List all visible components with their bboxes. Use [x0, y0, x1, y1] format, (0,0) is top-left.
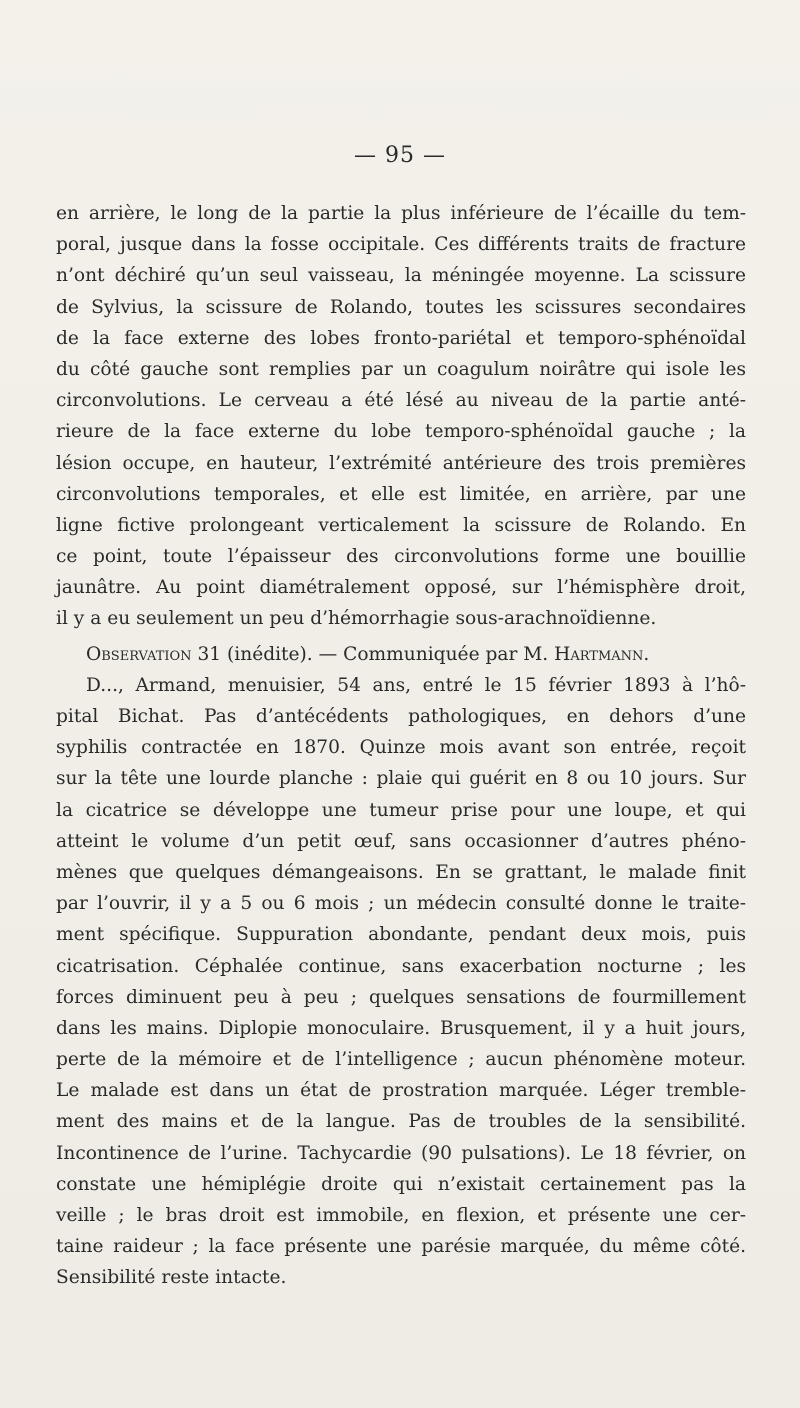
text-line: sur la tête une lourde planche : plaie qui guérit en 8 ou 10 jours. Sur — [56, 768, 746, 790]
text-line: la cicatrice se développe une tumeur prise pour une loupe, et qui — [56, 799, 746, 821]
text-line: constate une hémiplégie droite qui n’existait certainement pas la — [56, 1173, 746, 1195]
text-line: en arrière, le long de la partie la plus inférieure de l’écaille du tem- — [56, 203, 746, 224]
text-line: circonvolutions temporales, et elle est limitée, en arrière, par une — [56, 483, 746, 505]
page-number: — 95 — — [354, 143, 446, 168]
text-line: pital Bichat. Pas d’antécédents pathologiques, en dehors d’une — [56, 706, 746, 727]
text-line: Le malade est dans un état de prostration marquée. Léger tremble- — [56, 1080, 746, 1102]
text-line: de Sylvius, la scissure de Rolando, toutes les scissures secondaires — [56, 296, 746, 318]
text-line: de la face externe des lobes fronto-pariétal et temporo-sphénoïdal — [56, 327, 746, 349]
text-line: du côté gauche sont remplies par un coagulum noirâtre qui isole les — [56, 358, 746, 380]
text-line: cicatrisation. Céphalée continue, sans exacerbation nocturne ; les — [56, 955, 746, 977]
observation-heading-rest: (inédite). — Communiquée par M. — [221, 643, 555, 665]
text-line: circonvolutions. Le cerveau a été lésé au niveau de la partie anté- — [56, 390, 746, 412]
text-line: ment spécifique. Suppuration abondante, pendant deux mois, puis — [56, 924, 746, 946]
observation-label: Observation 31 — [86, 643, 222, 665]
paragraph-autopsy — [56, 198, 746, 635]
body-text — [56, 198, 746, 1294]
text-line: forces diminuent peu à peu ; quelques sensations de fourmillement — [56, 986, 746, 1008]
text-line: ligne fictive prolongeant verticalement la scissure de Rolando. En — [56, 514, 746, 536]
text-line: Incontinence de l’urine. Tachycardie (90 pulsations). Le 18 février, on — [56, 1142, 746, 1164]
text-line: il y a eu seulement un peu d’hémorrhagie sous-arachnoïdienne. — [56, 608, 657, 630]
observation-author: Hartmann. — [554, 643, 650, 665]
text-line: mènes que quelques démangeaisons. En se grattant, le malade finit — [56, 861, 746, 883]
text-line: atteint le volume d’un petit œuf, sans occasionner d’autres phéno- — [56, 830, 746, 852]
paragraph-case-report — [56, 670, 746, 1294]
text-line: jaunâtre. Au point diamétralement opposé, sur l’hémisphère droit, — [56, 577, 746, 599]
text-line: ment des mains et de la langue. Pas de troubles de la sensibilité. — [56, 1111, 746, 1133]
text-line: D..., Armand, menuisier, 54 ans, entré le 15 février 1893 à l’hô- — [86, 674, 746, 696]
text-line: lésion occupe, en hauteur, l’extrémité antérieure des trois premières — [56, 452, 746, 474]
text-line: par l’ouvrir, il y a 5 ou 6 mois ; un médecin consulté donne le traite- — [56, 893, 746, 915]
text-line: ce point, toute l’épaisseur des circonvolutions forme une bouillie — [56, 546, 746, 568]
text-line: poral, jusque dans la fosse occipitale. Ces différents traits de fracture — [56, 234, 746, 256]
text-line: taine raideur ; la face présente une parésie marquée, du même côté. — [56, 1236, 746, 1258]
text-line: n’ont déchiré qu’un seul vaisseau, la méningée moyenne. La scissure — [56, 265, 746, 287]
text-line: syphilis contractée en 1870. Quinze mois avant son entrée, reçoit — [56, 737, 746, 759]
text-line: dans les mains. Diplopie monoculaire. Brusquement, il y a huit jours, — [56, 1017, 746, 1039]
text-line: Sensibilité reste intacte. — [56, 1267, 287, 1289]
observation-heading — [56, 639, 746, 670]
text-line: veille ; le bras droit est immobile, en flexion, et présente une cer- — [56, 1205, 746, 1226]
text-line: perte de la mémoire et de l’intelligence ; aucun phénomène moteur. — [56, 1049, 746, 1071]
text-line: rieure de la face externe du lobe temporo-sphénoïdal gauche ; la — [56, 421, 746, 443]
